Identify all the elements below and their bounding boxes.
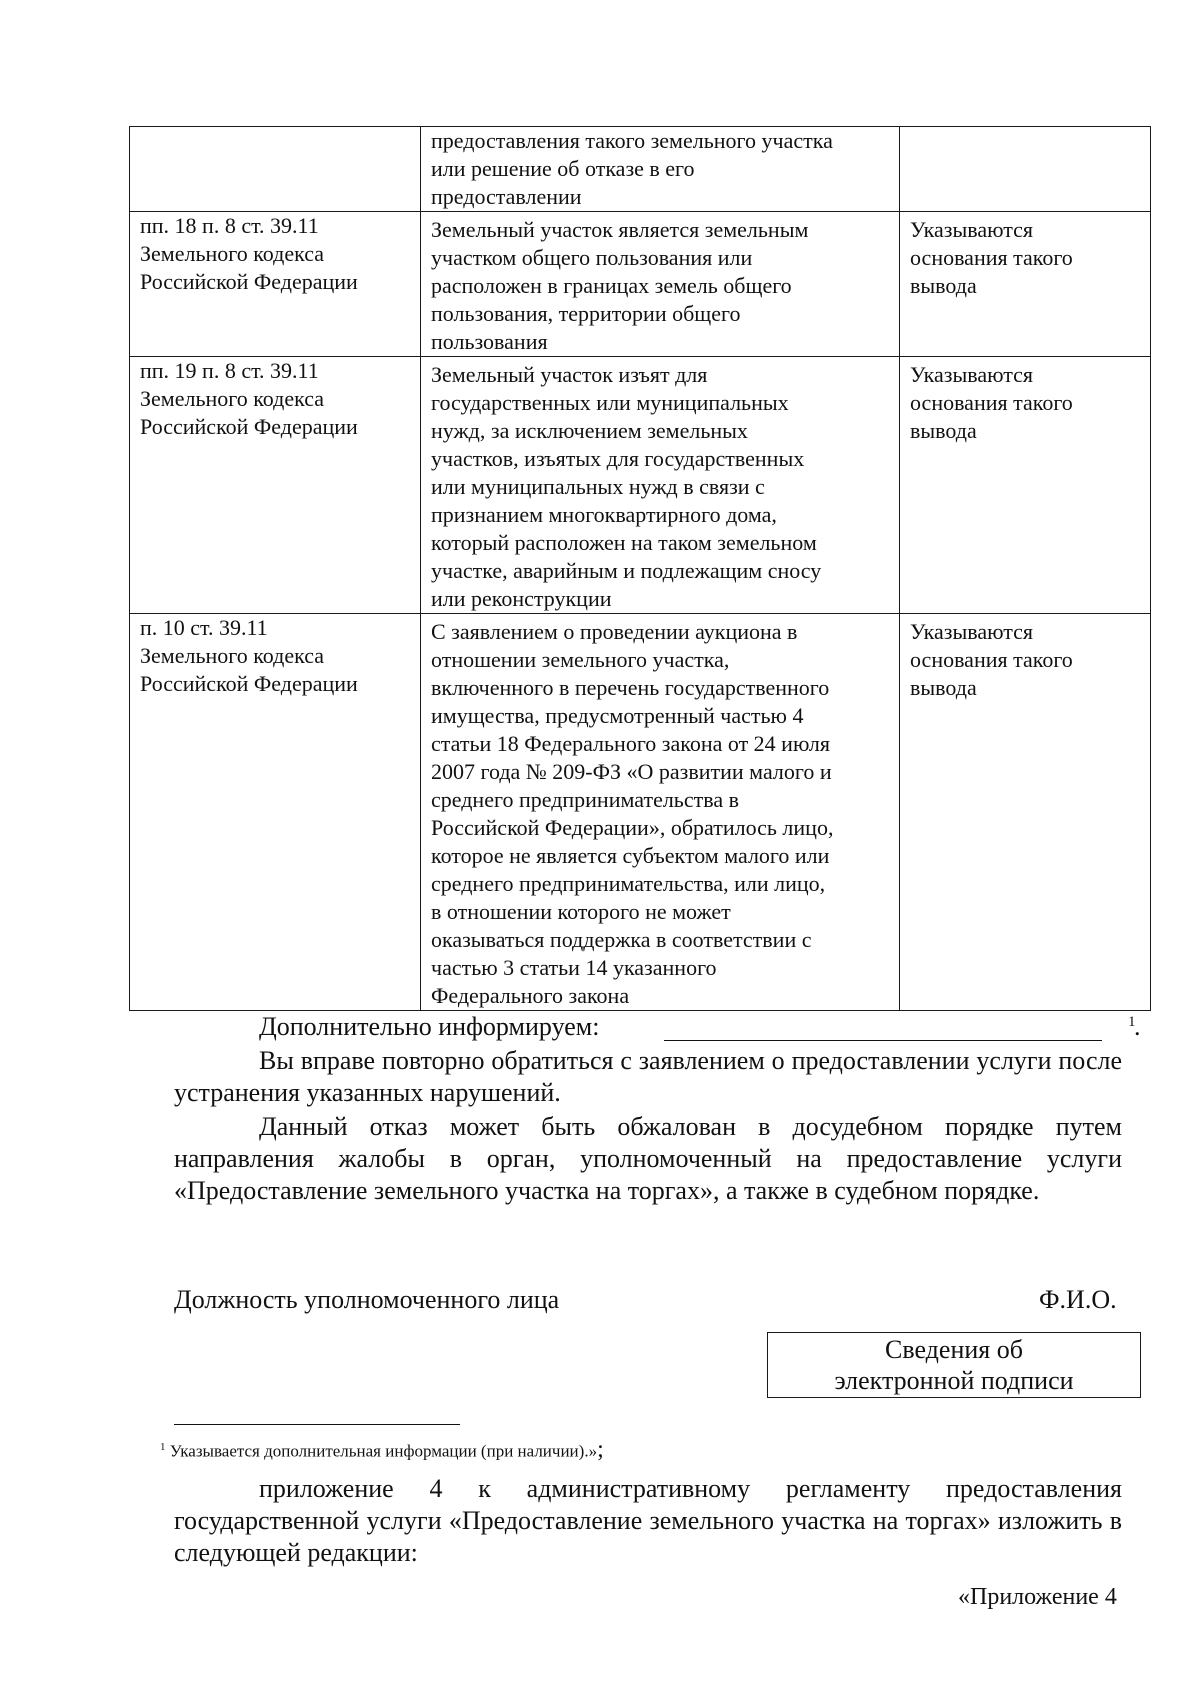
additional-info-label: Дополнительно информируем: — [259, 1012, 600, 1041]
basis-cell — [130, 614, 421, 1011]
authorized-person-position: Должность уполномоченного лица — [174, 1285, 560, 1314]
basis-text: пп. 18 п. 8 ст. 39.11 Земельного кодекса Российской Федерации — [140, 213, 358, 294]
refusal-grounds-table — [129, 126, 1151, 1011]
explanation-text: Указываются основания такого вывода — [910, 217, 1073, 298]
footnote-tail: ; — [597, 1436, 604, 1463]
appeal-paragraph: Данный отказ может быть обжалован в досудебном порядке путем направления жалобы в орган, уполномоченный на предоставление услуги «Предоставление земельного участка на торгах», а также в судебном порядке. — [174, 1112, 1122, 1205]
basis-text: п. 10 ст. 39.11 Земельного кодекса Российской Федерации — [140, 615, 358, 696]
esig-line-2: электронной подписи — [834, 1366, 1074, 1395]
electronic-signature-box — [767, 1332, 1141, 1398]
reason-cell — [421, 127, 900, 212]
additional-info-blank-line — [664, 1040, 1102, 1041]
footnote-text: Указывается дополнительная информации (при наличии).» — [165, 1441, 598, 1461]
reason-text: Земельный участок изъят для государственных или муниципальных нужд, за исключением земельных участков, изъятых для государственных или муниципальных нужд в связи с признанием многоквартирного дома, который расположен на таком земельном участке, аварийным и подлежащим сносу или реконструкции — [431, 362, 822, 611]
basis-text: пп. 19 п. 8 ст. 39.11 Земельного кодекса Российской Федерации — [140, 358, 358, 439]
reason-text: С заявлением о проведении аукциона в отношении земельного участка, включенного в перечень государственного имущества, предусмотренный частью 4 статьи 18 Федерального закона от 24 июля 2007 года № 209-ФЗ «О развитии малого и среднего предпринимательства в Российской Федерации», обратилось лицо, которое не является субъектом малого или среднего предпринимательства, или лицо, в отношении которого не может оказываться поддержка в соответствии с частью 3 статьи 14 указанного Федерального закона — [431, 619, 834, 1008]
table-row — [130, 357, 1151, 614]
explanation-cell — [900, 357, 1151, 614]
reason-cell — [421, 212, 900, 357]
table-row — [130, 212, 1151, 357]
basis-cell — [130, 212, 421, 357]
reapply-paragraph: Вы вправе повторно обратиться с заявлением о предоставлении услуги после устранения указанных нарушений. — [174, 1046, 1122, 1107]
basis-cell — [130, 357, 421, 614]
explanation-cell — [900, 212, 1151, 357]
explanation-text: Указываются основания такого вывода — [910, 362, 1073, 443]
reason-cell — [421, 357, 900, 614]
terminal-period: . — [1134, 1012, 1141, 1041]
explanation-cell — [900, 614, 1151, 1011]
footnote — [160, 1436, 604, 1463]
reason-text: Земельный участок является земельным участком общего пользования или расположен в границах земель общего пользования, территории общего пользования — [431, 217, 809, 354]
esig-line-1: Сведения об — [885, 1335, 1023, 1364]
appendix-title: «Приложение 4 — [958, 1584, 1117, 1610]
table-row — [130, 614, 1151, 1011]
explanation-text: Указываются основания такого вывода — [910, 619, 1073, 700]
footnote-separator — [174, 1424, 460, 1425]
footnote-reference: 1 — [1128, 1014, 1136, 1030]
authorized-person-name: Ф.И.О. — [1039, 1285, 1117, 1314]
table-row — [130, 127, 1151, 212]
reason-text: предоставления такого земельного участка или решение об отказе в его предоставлении — [431, 128, 833, 209]
reason-cell — [421, 614, 900, 1011]
explanation-cell — [900, 127, 1151, 212]
basis-cell — [130, 127, 421, 212]
amendment-paragraph: приложение 4 к административному регламенту предоставления государственной услуги «Предоставление земельного участка на торгах» изложить в следующей редакции: — [174, 1474, 1122, 1567]
footnote-mark: 1 — [160, 1441, 166, 1453]
